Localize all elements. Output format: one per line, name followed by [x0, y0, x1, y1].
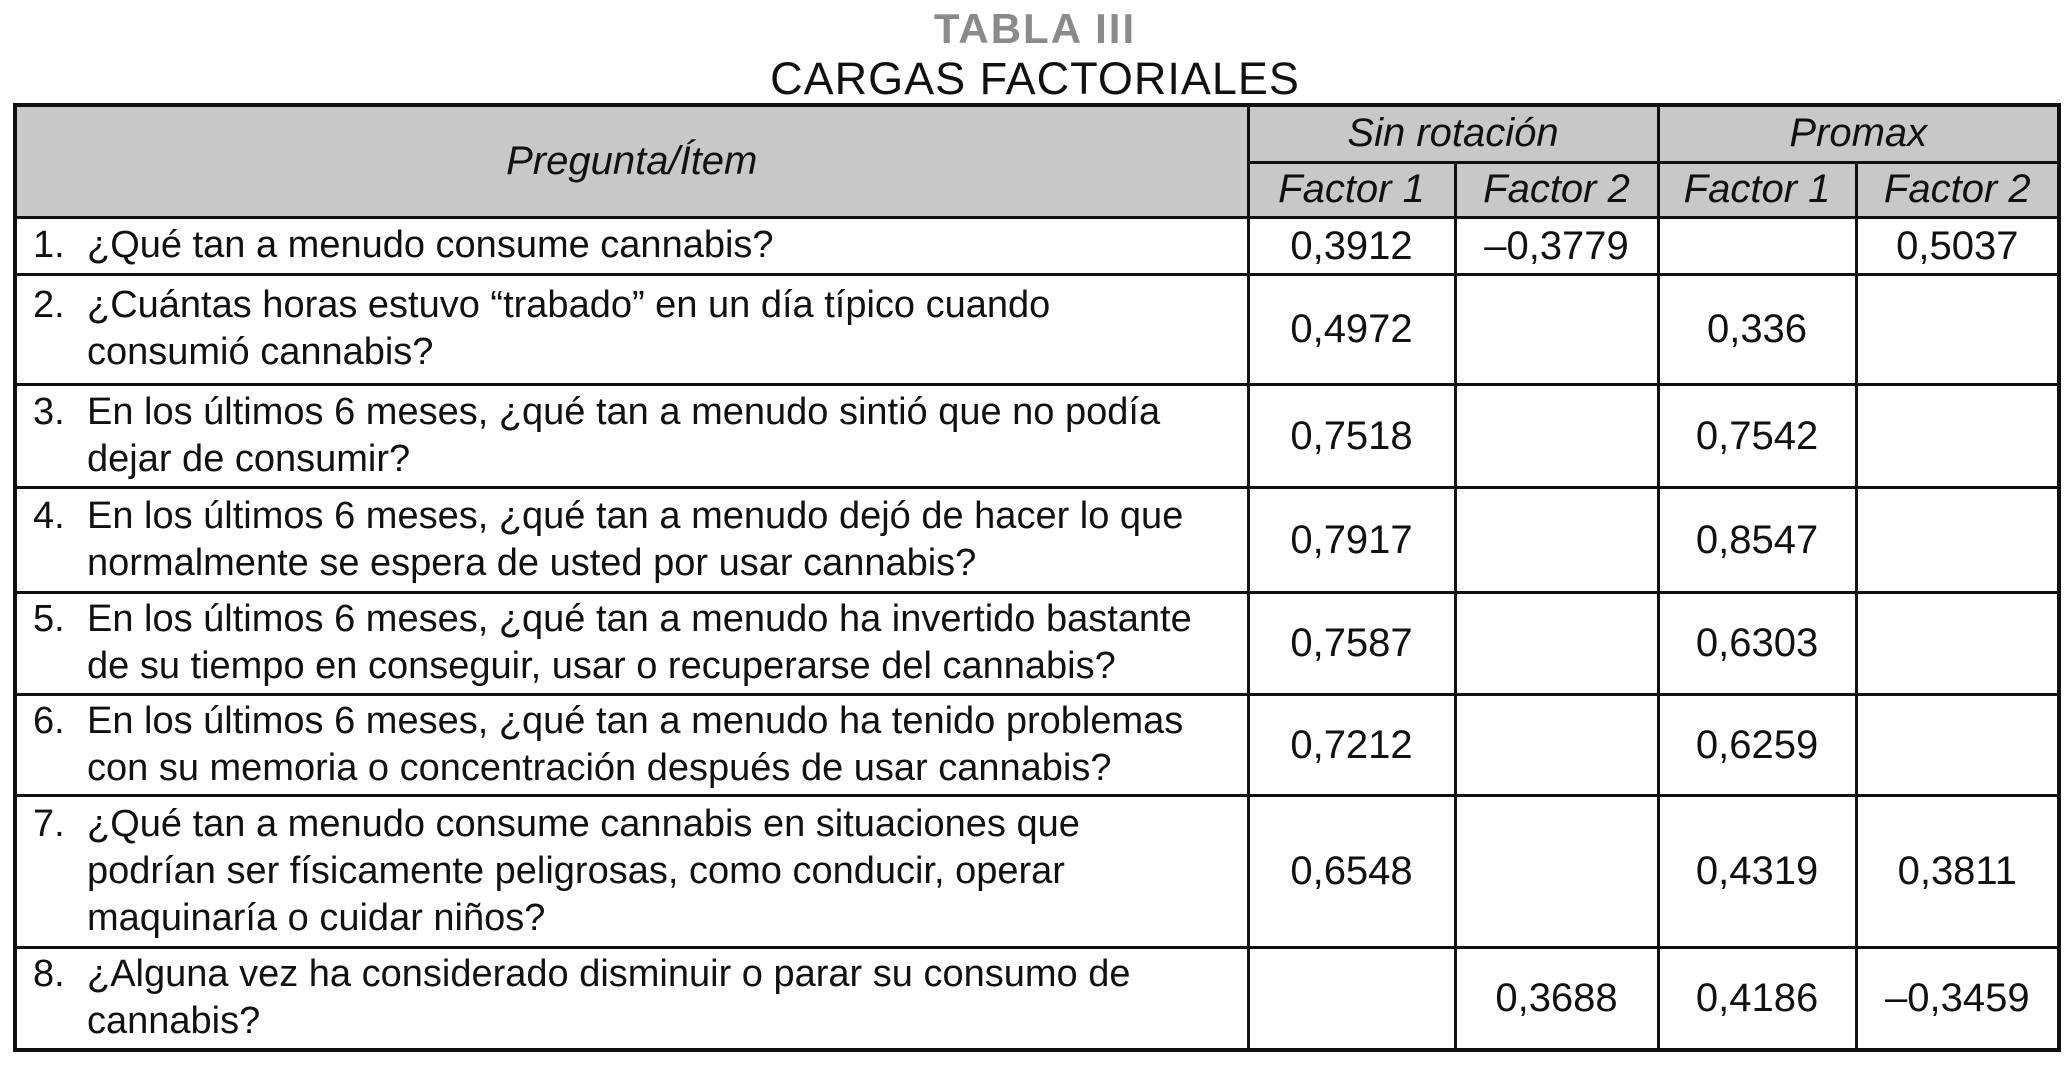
value-promax-factor-2	[1856, 487, 2059, 592]
value-sin-factor-1: 0,7917	[1248, 487, 1455, 592]
question-text: ¿Cuántas horas estuvo “trabado” en un día típico cuando consumió cannabis?	[87, 284, 1051, 373]
table-row	[15, 947, 2059, 1050]
value-sin-factor-2	[1455, 694, 1658, 795]
table-row	[15, 384, 2059, 487]
question-cell	[15, 487, 1248, 592]
table-row	[15, 795, 2059, 947]
question-number: 8.	[33, 953, 65, 996]
value-promax-factor-1: 0,8547	[1658, 487, 1856, 592]
question-number: 5.	[33, 598, 65, 640]
column-header-sin-factor-2: Factor 2	[1455, 162, 1658, 217]
question-cell	[15, 795, 1248, 947]
value-promax-factor-1: 0,4319	[1658, 795, 1856, 947]
question-text: ¿Qué tan a menudo consume cannabis?	[87, 224, 774, 266]
question-number: 6.	[33, 699, 65, 742]
question-text: En los últimos 6 meses, ¿qué tan a menudo ha invertido bastante de su tiempo en conseguir, usar o recuperarse del cannabis?	[87, 598, 1192, 687]
table-row	[15, 592, 2059, 694]
question-cell	[15, 592, 1248, 694]
value-sin-factor-2	[1455, 274, 1658, 384]
question-text: En los últimos 6 meses, ¿qué tan a menudo dejó de hacer lo que normalmente se espera de usted por usar cannabis?	[87, 494, 1184, 584]
question-cell	[15, 947, 1248, 1050]
table-row	[15, 274, 2059, 384]
table-row	[15, 694, 2059, 795]
value-sin-factor-1: 0,3912	[1248, 217, 1455, 274]
value-promax-factor-1: 0,4186	[1658, 947, 1856, 1050]
value-sin-factor-2: –0,3779	[1455, 217, 1658, 274]
table-heading	[0, 6, 2070, 104]
header-row-groups	[15, 105, 2059, 162]
question-cell	[15, 694, 1248, 795]
question-number: 2.	[33, 284, 65, 326]
column-header-promax-factor-2: Factor 2	[1856, 162, 2059, 217]
question-number: 7.	[33, 802, 65, 845]
value-sin-factor-2: 0,3688	[1455, 947, 1658, 1050]
value-promax-factor-2	[1856, 694, 2059, 795]
value-sin-factor-2	[1455, 487, 1658, 592]
question-cell	[15, 217, 1248, 274]
question-number: 3.	[33, 390, 65, 433]
value-promax-factor-1: 0,6259	[1658, 694, 1856, 795]
table-row	[15, 217, 2059, 274]
value-promax-factor-1: 0,7542	[1658, 384, 1856, 487]
question-number: 4.	[33, 494, 65, 537]
value-promax-factor-1: 0,6303	[1658, 592, 1856, 694]
factor-loadings-table	[13, 103, 2061, 1052]
value-sin-factor-2	[1455, 384, 1658, 487]
group-header-sin-rotacion: Sin rotación	[1248, 105, 1658, 162]
column-header-sin-factor-1: Factor 1	[1248, 162, 1455, 217]
group-header-promax: Promax	[1658, 105, 2059, 162]
value-sin-factor-1: 0,7212	[1248, 694, 1455, 795]
column-header-pregunta-item: Pregunta/Ítem	[15, 105, 1248, 217]
question-text: En los últimos 6 meses, ¿qué tan a menudo sintió que no podía dejar de consumir?	[87, 390, 1161, 480]
question-text: ¿Alguna vez ha considerado disminuir o parar su consumo de cannabis?	[87, 953, 1131, 1043]
question-text: ¿Qué tan a menudo consume cannabis en situaciones que podrían ser físicamente peligrosas, como conducir, operar maquinaría o cuidar niños?	[87, 802, 1080, 939]
value-sin-factor-1: 0,6548	[1248, 795, 1455, 947]
value-promax-factor-2	[1856, 384, 2059, 487]
value-promax-factor-1	[1658, 217, 1856, 274]
value-sin-factor-1: 0,7518	[1248, 384, 1455, 487]
value-sin-factor-2	[1455, 592, 1658, 694]
value-sin-factor-1: 0,7587	[1248, 592, 1455, 694]
value-sin-factor-1: 0,4972	[1248, 274, 1455, 384]
table-title: TABLA III	[933, 5, 1137, 52]
value-promax-factor-2: –0,3459	[1856, 947, 2059, 1050]
column-header-promax-factor-1: Factor 1	[1658, 162, 1856, 217]
value-promax-factor-1: 0,336	[1658, 274, 1856, 384]
value-sin-factor-2	[1455, 795, 1658, 947]
question-cell	[15, 384, 1248, 487]
value-promax-factor-2	[1856, 274, 2059, 384]
table-subtitle: CARGAS FACTORIALES	[770, 53, 1300, 105]
value-promax-factor-2	[1856, 592, 2059, 694]
value-sin-factor-1	[1248, 947, 1455, 1050]
question-text: En los últimos 6 meses, ¿qué tan a menudo ha tenido problemas con su memoria o concentración después de usar cannabis?	[87, 699, 1184, 789]
value-promax-factor-2: 0,3811	[1856, 795, 2059, 947]
question-cell	[15, 274, 1248, 384]
value-promax-factor-2: 0,5037	[1856, 217, 2059, 274]
table-row	[15, 487, 2059, 592]
question-number: 1.	[33, 224, 65, 266]
